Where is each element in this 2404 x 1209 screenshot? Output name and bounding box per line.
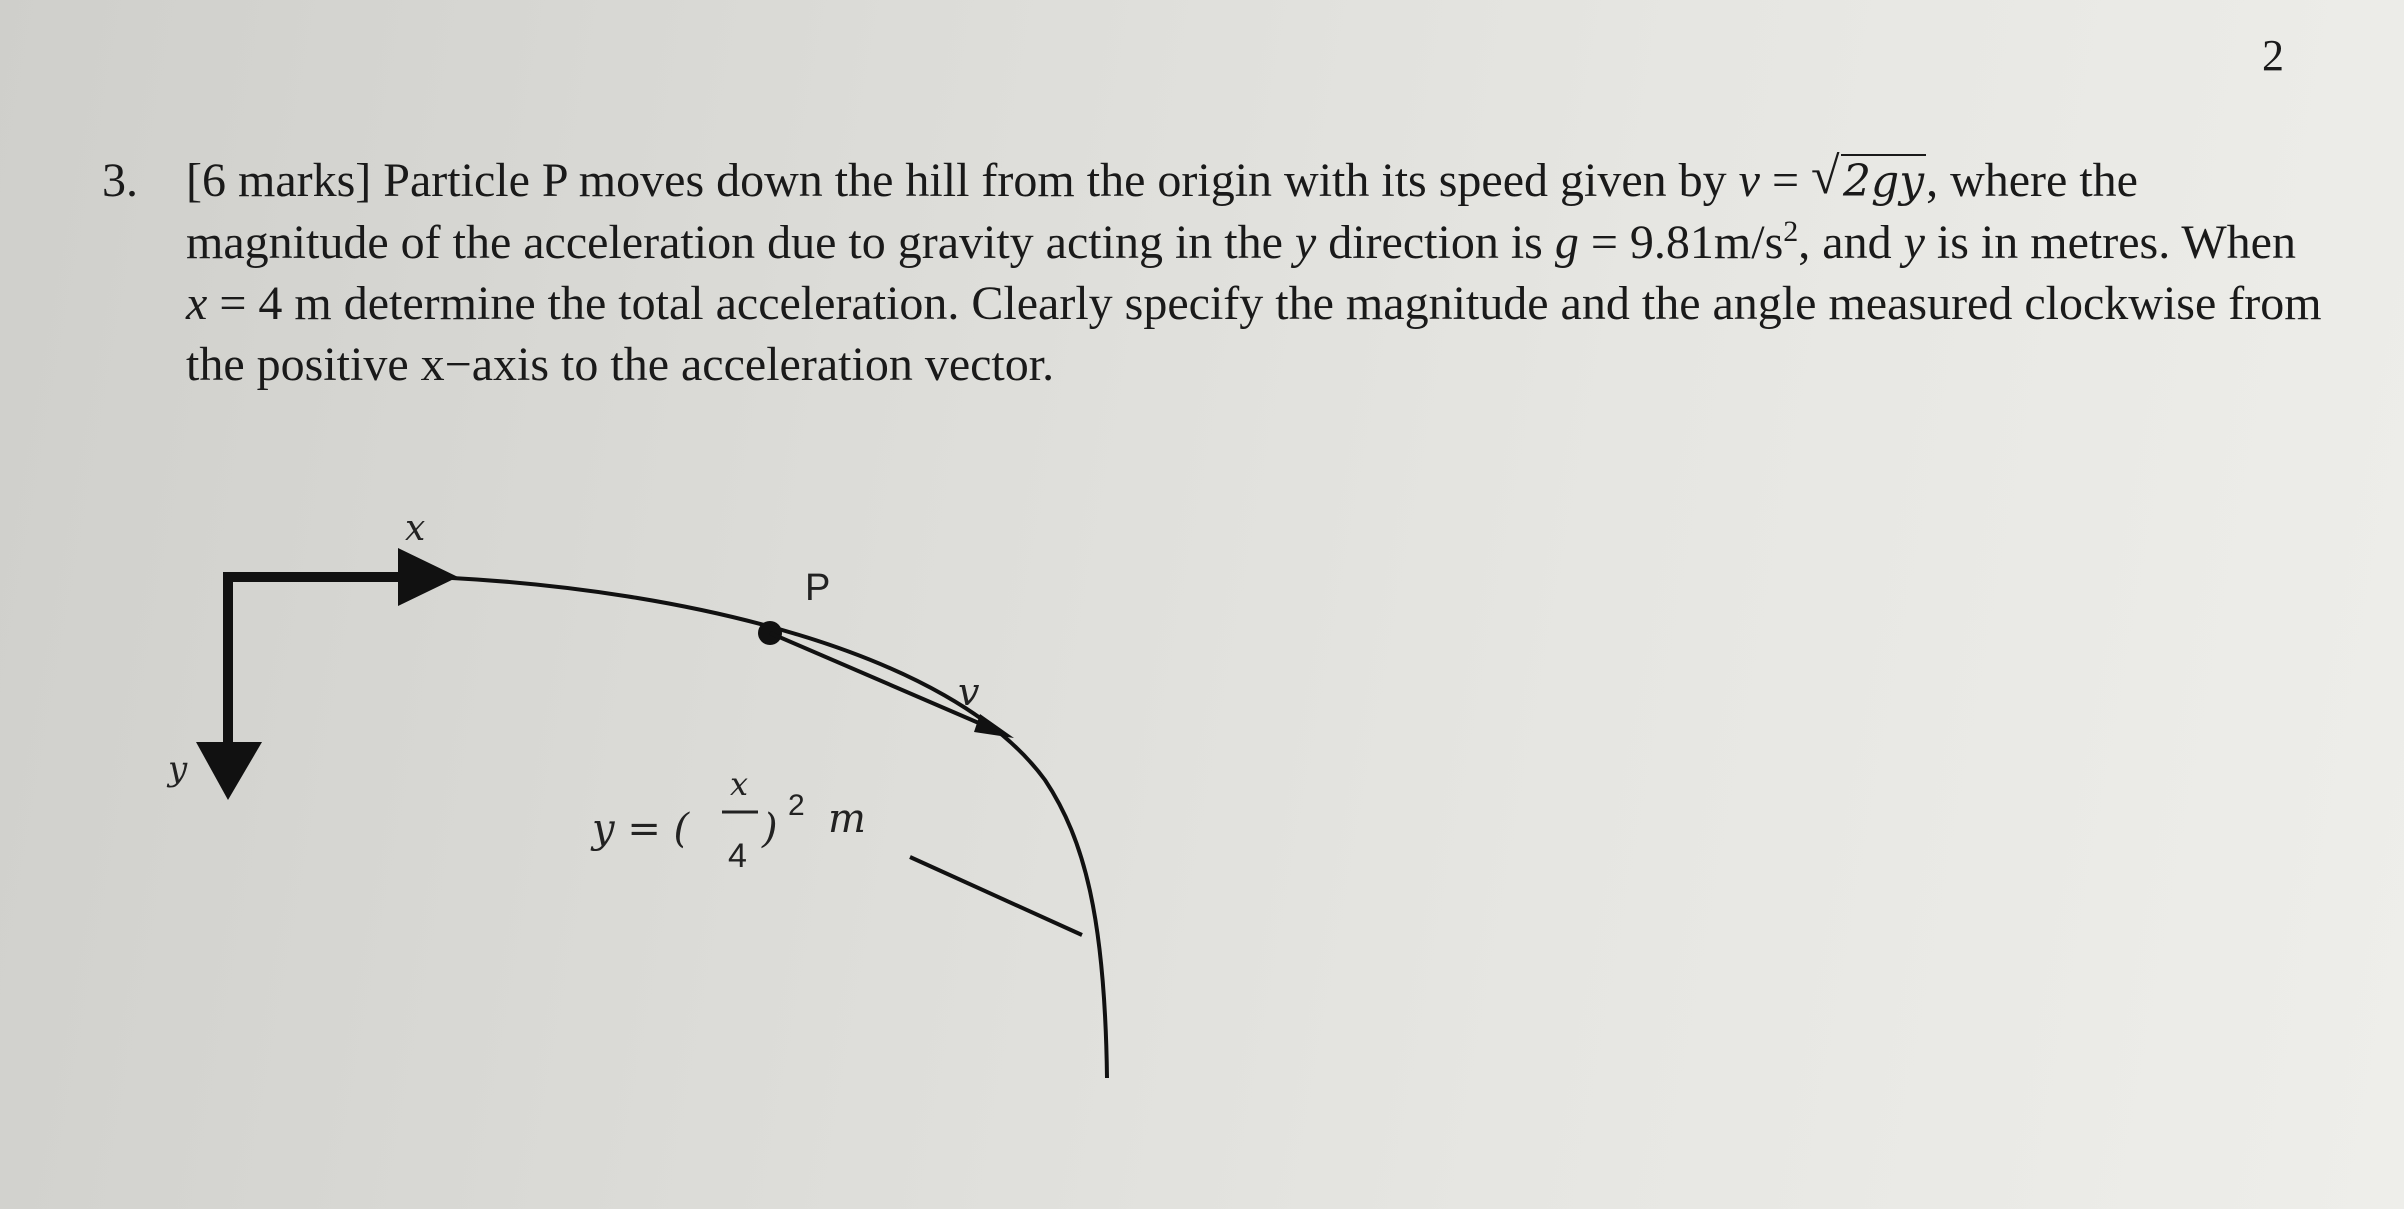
velocity-label: v [958,670,980,714]
page-number: 2 [2262,31,2284,80]
y-axis-arrowhead [196,742,262,800]
hill-curve [452,578,1107,1078]
y-axis-label: y [168,749,188,789]
x-axis-label: x [405,508,426,549]
question-text: [6 marks] Particle P moves down the hill from the origin with its speed given by v = √ 2gy, where the magnitude of the acceleration due to gravity acting in the y direction is $g = 9.81m/s^2$, and y is in metres. When x = 4 m determine the total acceleration. Clearly specify the magnitude and the angle measured clockwise from the positive x−axis to the acceleration vector. [186,148,2322,391]
particle-label: P [805,567,831,609]
question-3 [102,150,2322,395]
radical-sign: √ [1811,148,1840,205]
equation-leader-line [910,857,1082,935]
question-number: 3. [102,154,138,207]
velocity-arrowhead [974,714,1014,738]
question-marks: [6 marks] [186,154,372,207]
curve-equation-denominator: 4 [728,837,747,875]
hill-diagram [0,480,1200,1209]
curve-equation-unit: m [828,796,866,842]
curve-equation-numerator: x [730,765,749,803]
curve-equation-exponent: 2 [788,789,805,822]
speed-formula-sqrt: √ 2gy [1811,148,1925,207]
curve-equation-rparen: ) [762,806,778,852]
speed-symbol: v [1738,154,1760,207]
x-axis-arrowhead [398,548,458,606]
curve-equation-lhs: y = ( [592,806,690,852]
